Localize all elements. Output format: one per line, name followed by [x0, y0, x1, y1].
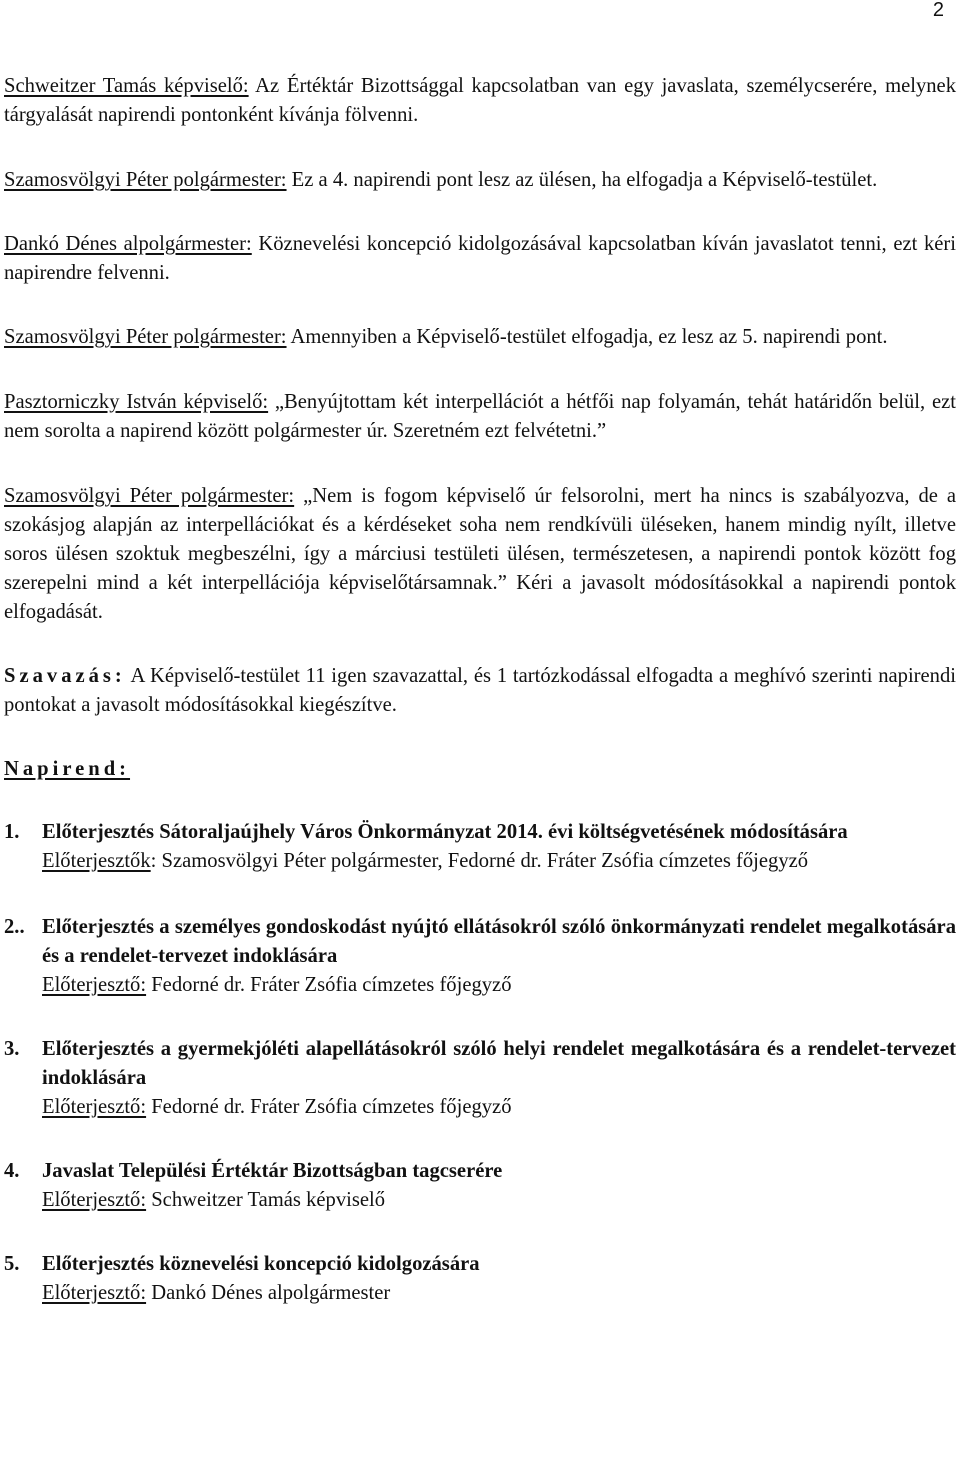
presenter-label: Előterjesztő: [42, 1096, 147, 1118]
agenda-item-number: 2.. [4, 916, 25, 938]
agenda-item-title: Előterjesztés a gyermekjóléti alapellátásokról szóló helyi rendelet megalkotására és a rendelet-tervezet indoklására [42, 1038, 956, 1089]
speech-paragraph [4, 230, 956, 288]
speaker-name: Szamosvölgyi Péter polgármester: [4, 169, 287, 191]
speaker-name: Szamosvölgyi Péter polgármester: [4, 485, 295, 507]
agenda-item-presenter [42, 847, 956, 876]
agenda-item-presenter [42, 1186, 956, 1215]
presenter-text: Fedorné dr. Fráter Zsófia címzetes főjegyző [146, 1096, 512, 1118]
agenda-item-number: 4. [4, 1160, 20, 1182]
agenda-item [4, 1035, 956, 1122]
agenda-heading-text: Napirend: [4, 758, 131, 780]
agenda-item-title: Javaslat Települési Értéktár Bizottságban tagcserére [42, 1160, 503, 1182]
agenda-item-number: 5. [4, 1253, 20, 1275]
presenter-label: Előterjesztő: [42, 974, 147, 996]
document-body [4, 72, 956, 1308]
speaker-name: Szamosvölgyi Péter polgármester: [4, 326, 287, 348]
presenter-text: Fedorné dr. Fráter Zsófia címzetes főjegyző [146, 974, 512, 996]
agenda-item-presenter [42, 971, 956, 1000]
agenda-item-number: 3. [4, 1038, 20, 1060]
agenda-item [4, 1157, 956, 1215]
agenda-item-title: Előterjesztés Sátoraljaújhely Város Önkormányzat 2014. évi költségvetésének módosítására [42, 821, 848, 843]
vote-label: Szavazás: [4, 665, 126, 687]
speaker-name: Schweitzer Tamás képviselő: [4, 75, 249, 97]
speech-paragraph [4, 166, 956, 195]
speech-text: Köznevelési koncepció kidolgozásával kapcsolatban kíván javaslatot tenni, ezt kéri napirendre felvenni. [4, 233, 956, 284]
speaker-name: Dankó Dénes alpolgármester: [4, 233, 252, 255]
speech-paragraph [4, 388, 956, 446]
agenda-item-number: 1. [4, 821, 20, 843]
agenda-item [4, 913, 956, 1000]
agenda-heading [4, 755, 956, 784]
agenda-item [4, 1250, 956, 1308]
presenter-label: Előterjesztő: [42, 1282, 147, 1304]
speech-text: Ez a 4. napirendi pont lesz az ülésen, ha elfogadja a Képviselő-testület. [286, 169, 878, 191]
vote-text: A Képviselő-testület 11 igen szavazattal, és 1 tartózkodással elfogadta a meghívó szerinti napirendi pontokat a javasolt módosításokkal kiegészítve. [4, 665, 956, 716]
presenter-text: : Szamosvölgyi Péter polgármester, Fedorné dr. Fráter Zsófia címzetes főjegyző [150, 850, 809, 872]
speech-paragraph [4, 482, 956, 627]
vote-paragraph [4, 662, 956, 720]
agenda-item-title: Előterjesztés köznevelési koncepció kidolgozására [42, 1253, 480, 1275]
presenter-text: Schweitzer Tamás képviselő [146, 1189, 386, 1211]
agenda-item-presenter [42, 1093, 956, 1122]
agenda-item-title: Előterjesztés a személyes gondoskodást nyújtó ellátásokról szóló önkormányzati rendelet megalkotására és a rendelet-tervezet indoklására [42, 916, 956, 967]
speech-text: „Benyújtottam két interpellációt a hétfői nap folyamán, tehát határidőn belül, ezt nem sorolta a napirend között polgármester úr. Szeretném ezt felvétetni.” [4, 391, 956, 442]
speech-text: Az Értéktár Bizottsággal kapcsolatban van egy javaslata, személycserére, melynek tárgyalását napirendi pontonként kívánja fölvenni. [4, 75, 956, 126]
speech-paragraph [4, 323, 956, 352]
presenter-label: Előterjesztő: [42, 1189, 147, 1211]
speaker-name: Pasztorniczky István képviselő: [4, 391, 269, 413]
agenda-item-presenter [42, 1279, 956, 1308]
presenter-text: Dankó Dénes alpolgármester [146, 1282, 391, 1304]
agenda-item [4, 818, 956, 876]
speech-paragraph [4, 72, 956, 130]
page-number: 2 [932, 0, 944, 21]
presenter-label: Előterjesztők [42, 850, 151, 872]
speech-text: „Nem is fogom képviselő úr felsorolni, mert ha nincs is szabályozva, de a szokásjog alapján az interpellációkat és a kérdéseket soha nem rendkívüli üléseken, hanem mindig nyílt, illetve soros ülésen szoktuk megbeszélni, így a márciusi testületi ülésen, természetesen, a napirendi pontok között fog szerepelni mind a két interpellációja képviselőtársamnak.” Kéri a javasolt módosításokkal a napirendi pontok elfogadását. [4, 485, 957, 623]
speech-text: Amennyiben a Képviselő-testület elfogadja, ez lesz az 5. napirendi pont. [286, 326, 888, 348]
